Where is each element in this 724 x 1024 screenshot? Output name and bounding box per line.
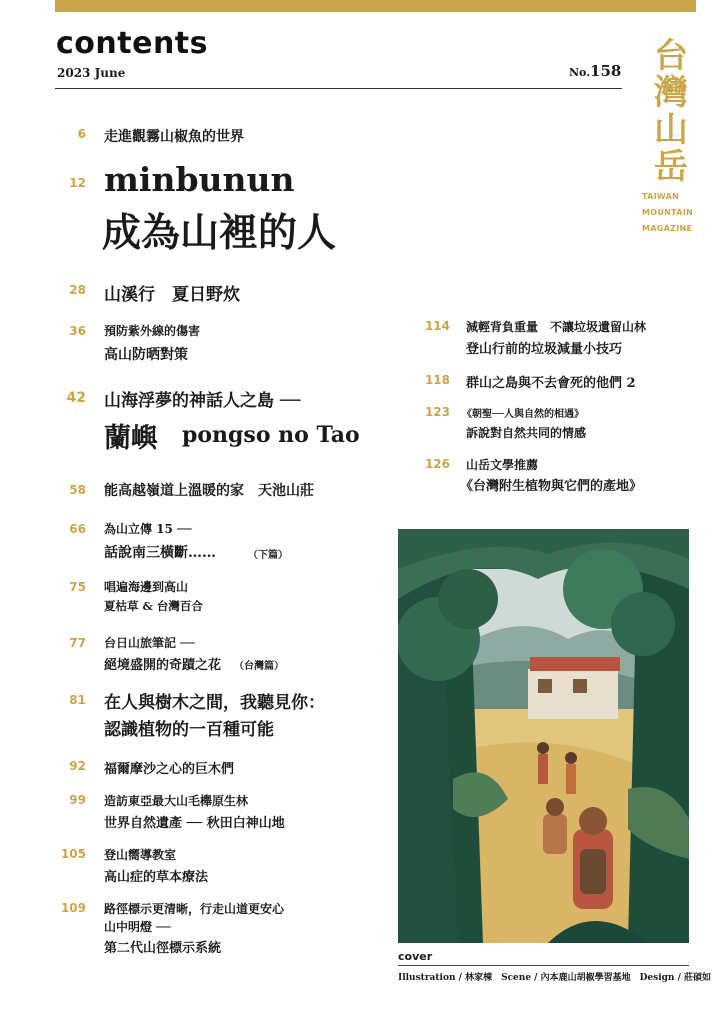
toc-entry-feature[interactable] [52,160,432,260]
toc-entry[interactable] [416,404,706,444]
toc-entry[interactable] [52,900,392,960]
toc-entry[interactable] [52,792,392,832]
toc-entry[interactable] [52,758,382,778]
toc-entry[interactable] [52,480,392,502]
entry-subtitle: 減輕背負重量 不讓垃圾遺留山林 [466,320,647,334]
entry-title: 登山行前的垃圾減量小技巧 [466,342,623,357]
logo-char-2: 灣 [654,73,688,113]
entry-note: （下篇） [248,550,288,561]
entry-subtitle: 為山立傳 15 ── [104,522,192,536]
issue-date: 2023 June [57,66,126,80]
cover-credits: Illustration / 林家棟 Scene / 內本鹿山胡椒學習基地 Design / 莊碩如 [398,973,712,983]
logo-en-2: MOUNTAIN [642,208,694,217]
toc-entry[interactable] [52,634,382,678]
issue-number-value: 158 [590,62,622,80]
logo-en-3: MAGAZINE [642,224,693,233]
toc-entry[interactable] [52,126,382,146]
entry-subtitle: 預防紫外線的傷害 [104,324,201,338]
entry-title: 絕境盛開的奇蹟之花 [104,658,222,673]
page-number: 42 [66,390,86,406]
entry-subtitle: 夏枯草 & 台灣百合 [104,599,203,613]
logo-char-4: 岳 [654,147,688,187]
entry-title: 在人與樹木之間，我聽見你： [104,693,325,713]
page-number: 66 [69,522,86,536]
entry-subtitle: 《朝聖──人與自然的相遇》 [462,409,585,420]
entry-note: （台灣篇） [234,661,284,672]
entry-title: 走進觀霧山椒魚的世界 [104,129,244,145]
page-number: 36 [69,324,86,338]
page-number: 28 [69,283,86,297]
toc-entry[interactable] [52,322,382,366]
logo-en-1: TAIWAN [642,192,680,201]
toc-entry[interactable] [52,520,382,564]
entry-title: 唱遍海邊到高山 [104,580,189,594]
page-number: 75 [69,580,86,594]
page-number: 92 [69,759,86,773]
cover-illustration [398,529,689,943]
page-number: 58 [69,483,86,497]
entry-title: 訴說對自然共同的情感 [466,426,587,440]
entry-subtitle-line2: 山中明燈 ── [104,920,171,934]
top-accent-bar [55,0,696,12]
cover-label: cover [398,950,433,963]
magazine-logo [636,38,706,234]
entry-title: 群山之島與不去會死的他們 2 [466,376,636,391]
page-number: 77 [69,636,86,650]
page-number: 118 [424,373,450,387]
logo-char-1: 台 [654,36,688,76]
entry-title-main: 蘭嶼 [104,423,158,454]
toc-entry[interactable] [52,688,392,740]
entry-title: 話說南三橫斷…… [104,545,216,561]
page-title: contents [56,26,208,61]
toc-entry[interactable] [416,372,706,392]
entry-title-en: pongso no Tao [182,422,360,448]
page-number: 6 [77,127,86,141]
entry-title: 能高越嶺道上溫暖的家 天池山莊 [104,483,314,499]
page-number: 114 [424,319,450,333]
entry-subtitle: 山海浮夢的神話人之島 ── [104,391,301,411]
entry-title: 《台灣附生植物與它們的產地》 [460,479,643,494]
entry-title-line2: 認識植物的一百種可能 [104,720,274,740]
toc-entry[interactable] [52,846,382,886]
page-number: 105 [60,847,86,861]
page-number: 126 [424,457,450,471]
page-number: 12 [69,176,86,190]
entry-title-main: 成為山裡的人 [102,210,337,256]
toc-entry[interactable] [416,456,706,496]
page-number: 109 [60,901,86,915]
header-divider [55,88,622,89]
issue-prefix: No. [569,66,591,79]
entry-title: 第二代山徑標示系統 [104,941,222,956]
cover-divider [398,965,689,966]
entry-title: 山溪行 夏日野炊 [104,285,240,305]
page-number: 123 [424,405,450,419]
toc-entry[interactable] [52,280,382,305]
entry-title: 高山症的草本療法 [104,870,209,885]
entry-subtitle: 登山嚮導教室 [104,848,177,862]
entry-title: 高山防晒對策 [104,347,188,363]
entry-title: 福爾摩沙之心的巨木們 [104,762,235,777]
entry-subtitle: 路徑標示更清晰，行走山道更安心 [104,902,285,916]
entry-title: 世界自然遺產 ── 秋田白神山地 [104,816,285,831]
toc-entry-feature[interactable] [52,386,402,458]
page-number: 99 [69,793,86,807]
entry-subtitle: 造訪東亞最大山毛櫸原生林 [104,794,249,808]
logo-char-3: 山 [654,110,688,150]
issue-number [569,62,621,80]
entry-title-en: minbunun [104,160,295,199]
toc-entry[interactable] [416,318,706,358]
entry-subtitle: 山岳文學推薦 [466,458,539,472]
entry-subtitle: 台日山旅筆記 ── [104,636,195,650]
toc-entry[interactable] [52,578,382,618]
page-number: 81 [69,693,86,707]
